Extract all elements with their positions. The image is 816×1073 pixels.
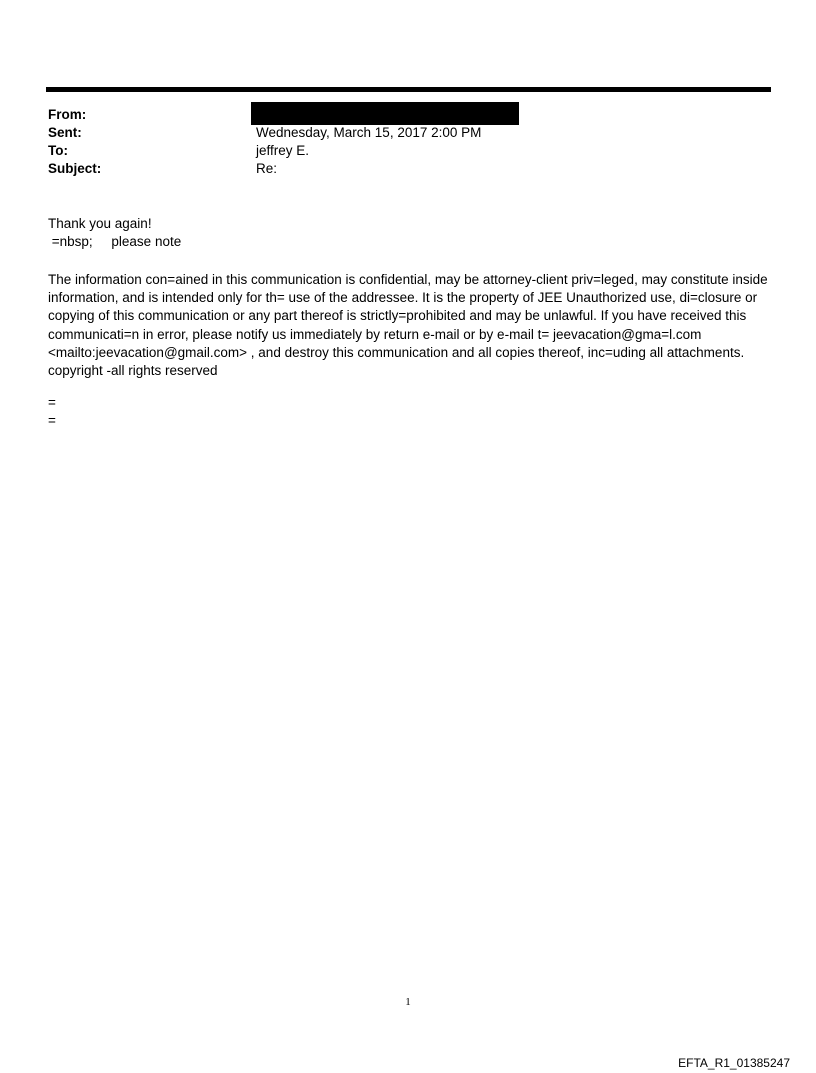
body-line-2: =nbsp; please note [48, 234, 182, 249]
confidentiality-disclaimer: The information con=ained in this communication is confidential, may be attorney-client priv=leged, may constitute inside information, and is intended only for th= use of the addressee. It is the property of JEE Unauthorized use, di=closure or copying of this communication or any part thereof is strictly=prohibited and may be unlawful. If you have received this communicati=n in error, please notify us immediately by return e-mail or by e-mail t= jeevacation@gma=l.com <mailto:jeevacation@gmail.com> , and destroy this communication and all copies thereof, inc=uding all attachments. copyright -all rights reserved [48, 272, 768, 379]
to-value: jeffrey E. [256, 143, 310, 158]
sent-value: Wednesday, March 15, 2017 2:00 PM [256, 125, 482, 140]
trailing-equals-2: = [48, 413, 56, 428]
page-number: 1 [405, 996, 411, 1008]
from-label: From: [48, 107, 87, 122]
trailing-equals-1: = [48, 395, 56, 410]
subject-value: Re: [256, 161, 278, 176]
header-rule [46, 87, 771, 92]
body-line-1: Thank you again! [48, 216, 152, 231]
to-label: To: [48, 143, 68, 158]
sent-label: Sent: [48, 125, 82, 140]
document-id: EFTA_R1_01385247 [678, 1056, 790, 1070]
redacted-sender [251, 102, 519, 125]
subject-label: Subject: [48, 161, 102, 176]
